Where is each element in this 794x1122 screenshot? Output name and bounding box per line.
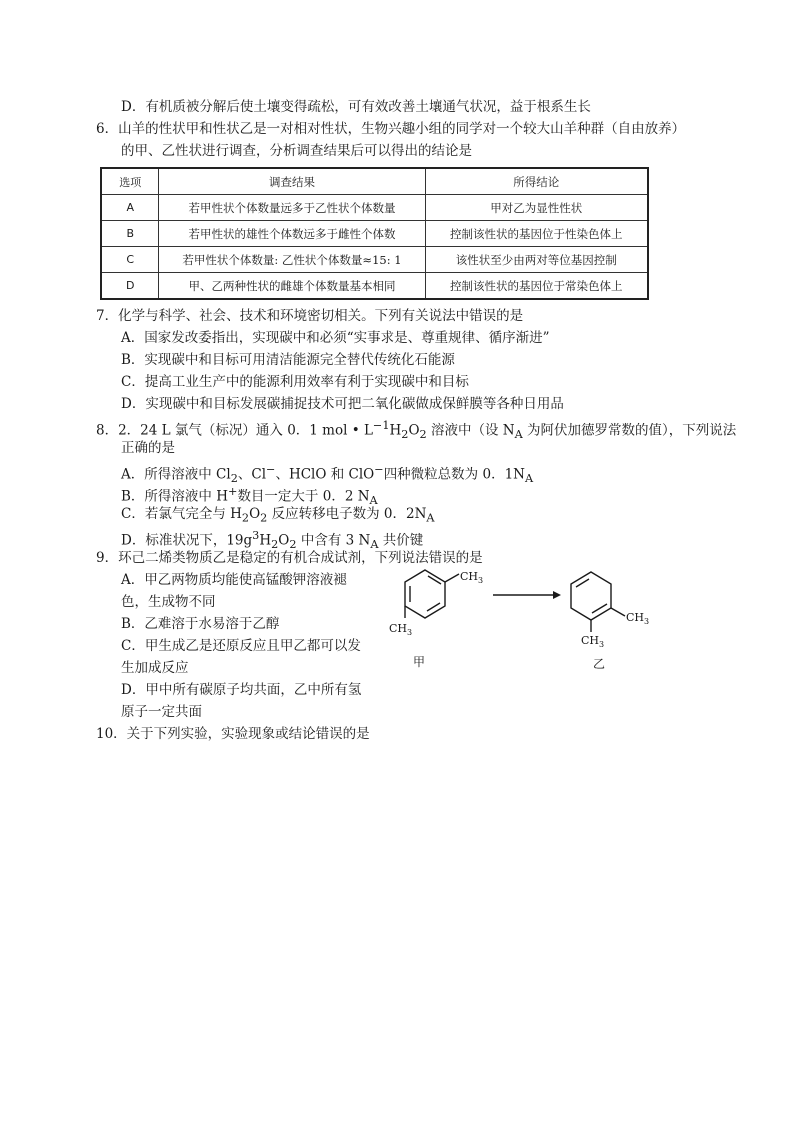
- q8a-part: 、Cl: [237, 466, 267, 483]
- q8d-sub: 2: [289, 538, 297, 552]
- q8-stem-sub: 2: [419, 428, 427, 442]
- q8d-sub: 2: [271, 538, 279, 552]
- q8d-part: 中含有 3 N: [296, 532, 371, 549]
- q8-stem-part: 8．2．24 L 氯气（标况）通入 0．1 mol • L: [96, 422, 373, 439]
- q7-option-d: D．实现碳中和目标发展碳捕捉技术可把二氧化碳做成保鲜膜等各种日用品: [121, 396, 564, 412]
- q6-stem-line2: 的甲、乙性状进行调查，分析调查结果后可以得出的结论是: [121, 143, 472, 159]
- table-cell: 控制该性状的基因位于常染色体上: [425, 273, 648, 300]
- compound-yi-structure: [571, 572, 625, 632]
- q8d-sub: A: [370, 538, 379, 552]
- q8-stem-part: H: [389, 422, 402, 439]
- q9-stem: 9．环己二烯类物质乙是稳定的有机合成试剂，下列说法错误的是: [96, 550, 483, 566]
- jia-methyl-label-1: $CH_3$: [460, 570, 484, 585]
- q8-stem-sub: 2: [401, 428, 409, 442]
- q7-stem: 7．化学与科学、社会、技术和环境密切相关。下列有关说法中错误的是: [96, 308, 524, 324]
- q9-line: 生加成反应: [121, 660, 189, 676]
- table-cell: 甲对乙为显性性状: [425, 195, 648, 221]
- q8c-part: 反应转移电子数为 0．2N: [267, 506, 427, 522]
- table-header-cell: 选项: [101, 168, 159, 195]
- q9-line: D．甲中所有碳原子均共面，乙中所有氢: [121, 682, 362, 698]
- table-cell: D: [101, 273, 159, 300]
- q9-line: 原子一定共面: [121, 704, 202, 720]
- q10-stem: 10．关于下列实验，实验现象或结论错误的是: [96, 726, 370, 742]
- table-header-row: [101, 168, 648, 195]
- compound-jia-structure: [405, 570, 459, 618]
- table-header-cell: 所得结论: [425, 168, 648, 195]
- q8a-sup: −: [374, 463, 384, 476]
- table-cell: 若甲性状个体数量: 乙性状个体数量≈15: 1: [159, 247, 425, 273]
- table-row: [101, 273, 648, 300]
- q8-stem-line2: 正确的是: [121, 440, 175, 456]
- table-header-cell: 调查结果: [159, 168, 425, 195]
- table-cell: C: [101, 247, 159, 273]
- q8d-part: D．标准状况下，19g: [121, 532, 253, 549]
- q8-stem-sup: −1: [372, 419, 390, 432]
- compound-jia-label: 甲: [413, 655, 426, 669]
- q8-stem-part: O: [408, 422, 420, 439]
- table-cell: 甲、乙两种性状的雌雄个体数量基本相同: [159, 273, 425, 300]
- q8b-part: 数目一定大于 0．2 N: [237, 488, 370, 505]
- q8-stem-part: 溶液中（设 N: [426, 422, 515, 439]
- q7-option-a: A．国家发改委指出，实现碳中和必须“实事求是、尊重规律、循序渐进”: [121, 330, 550, 346]
- table-row: [101, 221, 648, 247]
- q8c-sub: A: [426, 511, 435, 525]
- q8c-part: O: [249, 506, 261, 522]
- table-row: [101, 195, 648, 221]
- q9-line: 色，生成物不同: [121, 594, 216, 610]
- q8a-sub: 2: [230, 472, 238, 486]
- q9-line: A．甲乙两物质均能使高锰酸钾溶液褪: [121, 572, 347, 588]
- q5-option-d: D．有机质被分解后使土壤变得疏松，可有效改善土壤通气状况，益于根系生长: [121, 99, 591, 115]
- reaction-arrow: [493, 591, 561, 599]
- table-cell: 若甲性状的雄性个体数远多于雌性个体数: [159, 221, 425, 247]
- q8a-sub: A: [524, 472, 534, 486]
- q8d-part: H: [259, 532, 272, 549]
- q7-option-b: B．实现碳中和目标可用清洁能源完全替代传统化石能源: [121, 352, 455, 368]
- q8b-sub: A: [369, 494, 378, 508]
- jia-methyl-label-2: $CH_3$: [389, 622, 413, 637]
- yi-methyl-label-2: $CH_3$: [581, 634, 605, 649]
- table-cell: A: [101, 195, 159, 221]
- q9-line: B．乙难溶于水易溶于乙醇: [121, 616, 280, 632]
- q8d-part: O: [278, 532, 290, 549]
- table-row: [101, 247, 648, 273]
- yi-methyl-label-1: $CH_3$: [626, 611, 650, 626]
- table-cell: B: [101, 221, 159, 247]
- q8b-sup: +: [228, 485, 238, 498]
- q8-stem-part: 为阿伏加德罗常数的值），下列说法: [522, 422, 737, 439]
- q8c-sub: 2: [260, 511, 268, 525]
- q6-survey-table: [100, 167, 649, 300]
- q8a-part: A．所得溶液中 Cl: [121, 466, 231, 483]
- q8a-sup: −: [266, 463, 276, 476]
- compound-yi-label: 乙: [593, 657, 606, 671]
- q8c-sub: 2: [241, 511, 250, 525]
- q9-reaction-diagram: [383, 560, 673, 680]
- q8d-sup: 3: [252, 529, 260, 542]
- q6-stem-line1: 6．山羊的性状甲和性状乙是一对相对性状，生物兴趣小组的同学对一个较大山羊种群（自由放养）: [96, 121, 686, 137]
- q7-option-c: C．提高工业生产中的能源利用效率有利于实现碳中和目标: [121, 374, 469, 390]
- q9-line: C．甲生成乙是还原反应且甲乙都可以发: [121, 638, 361, 654]
- q8-stem-line1: [96, 415, 736, 446]
- q8a-part: 、HClO 和 ClO: [275, 466, 375, 483]
- q8a-part: 四种微粒总数为 0．1N: [383, 466, 525, 483]
- table-cell: 该性状至少由两对等位基因控制: [425, 247, 648, 273]
- q8c-part: C．若氯气完全与 H: [121, 506, 242, 522]
- q8b-part: B．所得溶液中 H: [121, 488, 228, 505]
- table-cell: 若甲性状个体数量远多于乙性状个体数量: [159, 195, 425, 221]
- table-cell: 控制该性状的基因位于性染色体上: [425, 221, 648, 247]
- q8-stem-sub: A: [514, 428, 523, 442]
- q8d-part: 共价键: [378, 532, 424, 549]
